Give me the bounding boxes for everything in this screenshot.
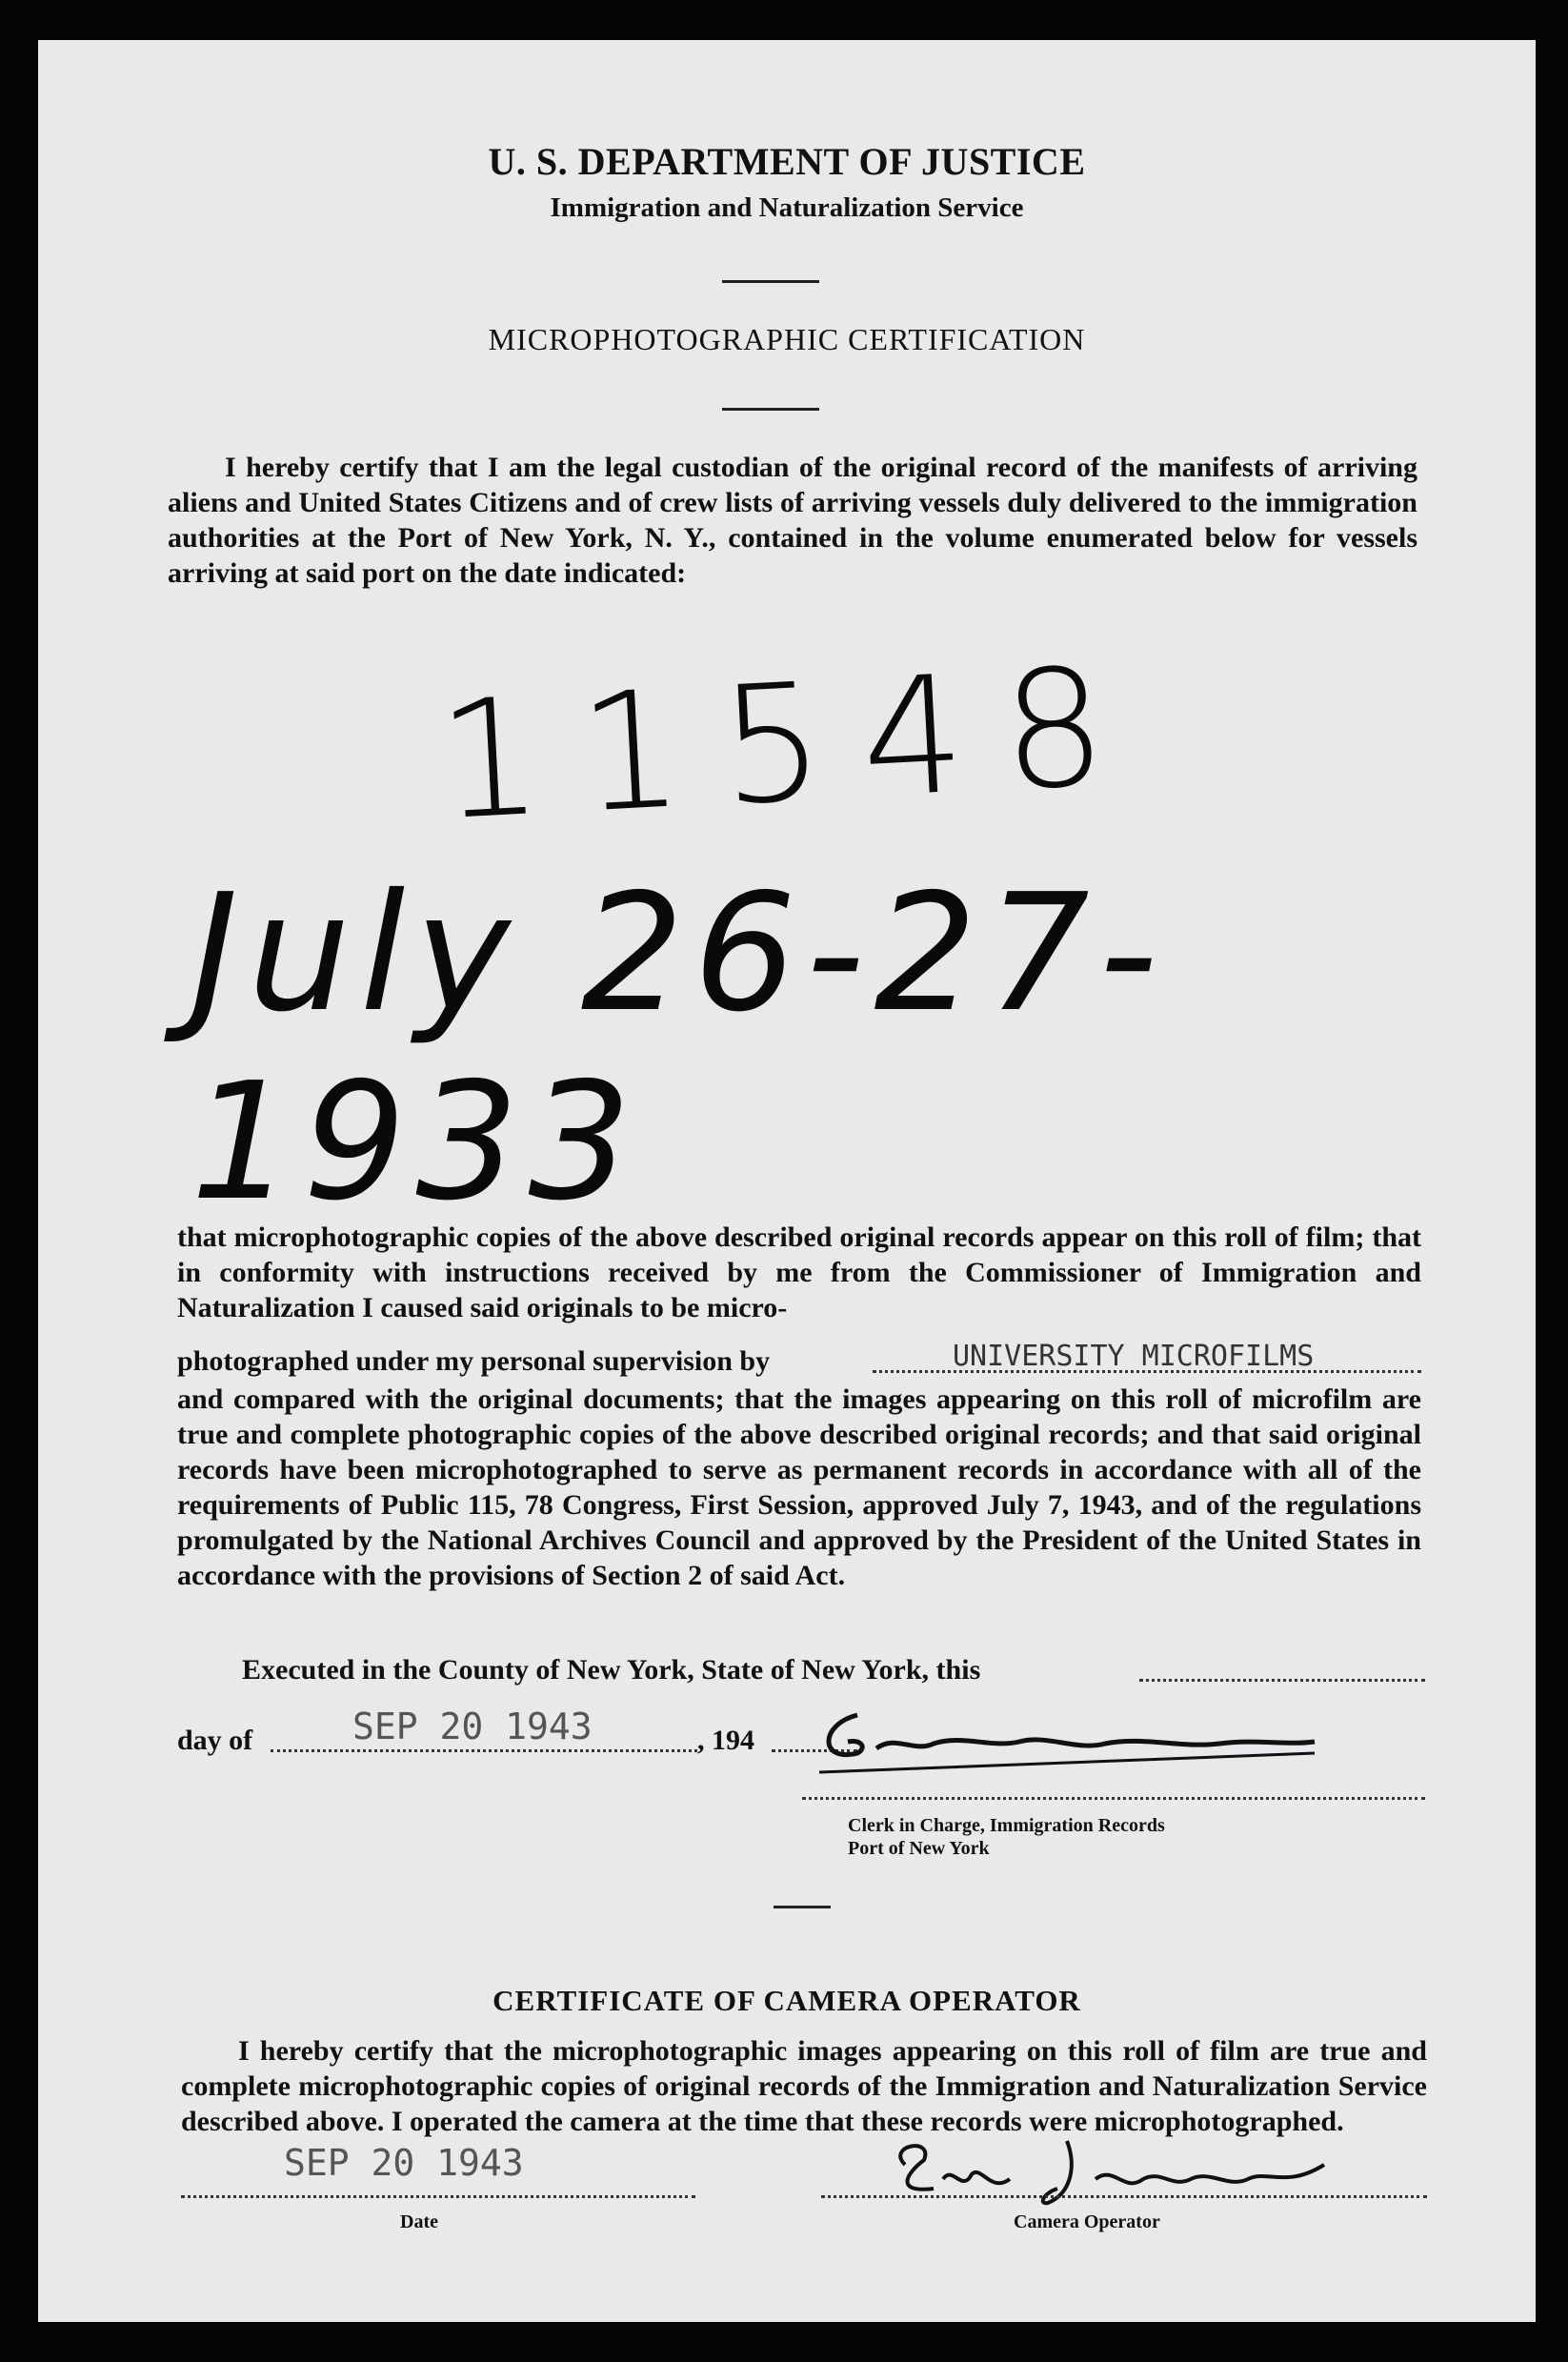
divider [722,408,819,411]
execution-date-stamp: SEP 20 1943 [352,1706,593,1747]
operator-signature-graphic [876,2127,1372,2212]
clerk-signature-graphic [800,1696,1334,1782]
day-dotted-line [271,1749,697,1752]
supervision-text: photographed under my personal supervision by [177,1345,771,1377]
operator-signature-line [821,2195,1427,2198]
camera-operator-label: Camera Operator [1014,2211,1160,2232]
certificate-sheet [38,40,1536,2322]
signer-title-line1: Clerk in Charge, Immigration Records [848,1815,1165,1836]
intro-paragraph: I hereby certify that I am the legal custodian of the original record of the manifests of arriving aliens and United States Citizens and of crew lists of arriving vessels duly delivered to the immigration authorities at the Port of New York, N. Y., contained in the volume enumerated below for vessels arriving at said port on the date indicated: [168,452,1417,589]
executed-dotted-line [1139,1679,1425,1682]
clerk-signature-line [802,1797,1425,1800]
department-heading: U. S. DEPARTMENT OF JUSTICE [488,140,1086,183]
executed-text: Executed in the County of New York, State of New York, this [242,1654,981,1686]
body-paragraph-part2: and compared with the original documents; that the images appearing on this roll of microfilm are true and complete photographic copies of the above described original records; and that said original records have been microphotographed to serve as permanent records in accordance with all of the requirements of Public 115, 78 Congress, First Session, approved July 7, 1943, and of the regulations promulgated by the National Archives Council and approved by the President of the United States in accordance with the provisions of Section 2 of said Act. [177,1383,1421,1591]
camera-operator-title: CERTIFICATE OF CAMERA OPERATOR [493,1984,1081,2017]
service-subheading: Immigration and Naturalization Service [550,192,1024,223]
divider [722,280,819,283]
signer-title-line2: Port of New York [848,1838,990,1859]
day-of-label: day of [177,1725,253,1756]
operator-date-line [181,2195,695,2198]
year-prefix: , 194 [697,1725,754,1756]
certification-title: MICROPHOTOGRAPHIC CERTIFICATION [488,322,1086,356]
body-paragraph-part1: that microphotographic copies of the above described original records appear on this roll of film; that in conformity with instructions received by me from the Commissioner of Immigration and Naturalization I caused said originals to be micro- [177,1221,1421,1323]
handwritten-date: July 26-27-1933 [191,859,1168,1237]
divider [774,1906,831,1908]
operator-date-stamp: SEP 20 1943 [284,2142,524,2184]
handwritten-volume-number: 11548 [433,631,1149,858]
date-label: Date [400,2211,438,2232]
camera-operator-paragraph: I hereby certify that the microphotographic images appearing on this roll of film are true and complete microphotographic copies of original records of the Immigration and Naturalization Service described above. I operated the camera at the time that these records were microphotographed. [181,2035,1427,2137]
supervisor-typed-name: UNIVERSITY MICROFILMS [953,1340,1315,1373]
